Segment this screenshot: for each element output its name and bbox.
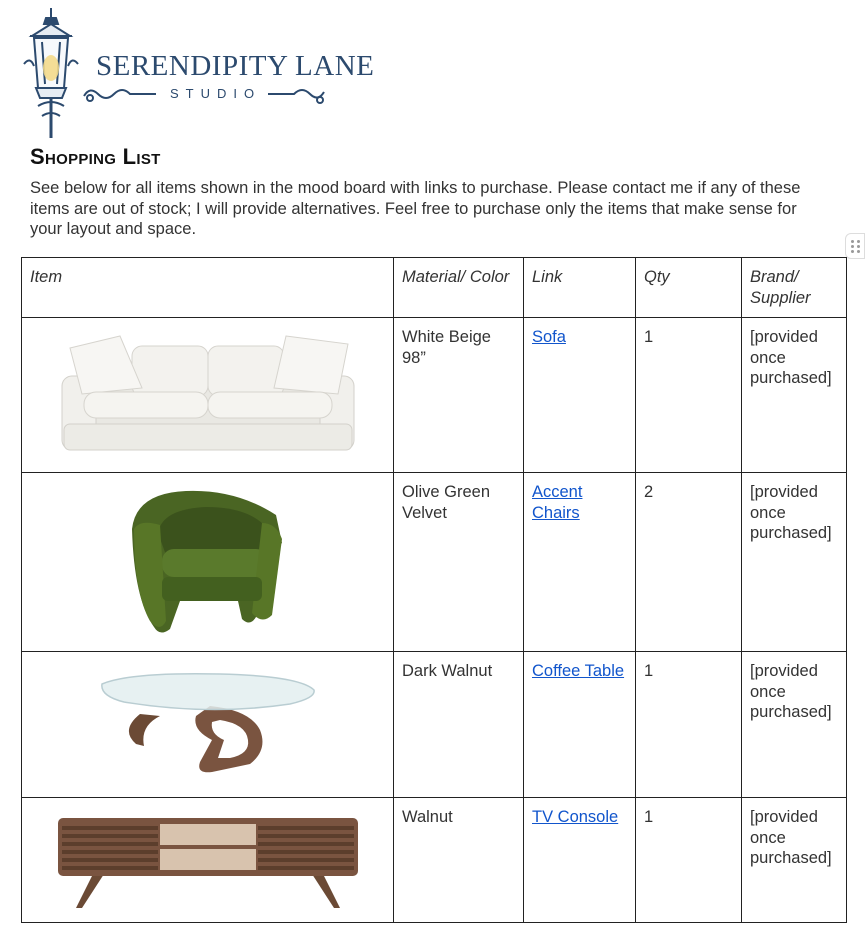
material-cell: Olive Green Velvet <box>394 473 524 652</box>
tv-console-link[interactable]: TV Console <box>532 808 619 826</box>
qty-cell: 1 <box>636 318 742 473</box>
drag-handle-icon[interactable] <box>845 233 865 259</box>
sofa-link[interactable]: Sofa <box>532 328 566 346</box>
table-row <box>22 652 847 798</box>
sofa-image <box>58 332 360 456</box>
tv-console-image <box>56 816 360 912</box>
brand-cell: [provided once purchased] <box>742 652 847 798</box>
coffee-table-image <box>100 670 316 782</box>
qty-cell: 1 <box>636 652 742 798</box>
brand-cell: [provided once purchased] <box>742 318 847 473</box>
accent-chair-image <box>126 489 288 637</box>
flourish-left-icon <box>80 84 158 108</box>
coffee-table-link[interactable]: Coffee Table <box>532 662 625 680</box>
header-brand: Brand/ Supplier <box>742 258 847 318</box>
shopping-table <box>21 257 847 923</box>
studio-logo <box>18 6 375 138</box>
header-qty: Qty <box>636 258 742 318</box>
link-cell <box>524 473 636 652</box>
page-title: Shopping List <box>30 144 161 169</box>
item-cell <box>22 798 394 923</box>
header-material: Material/ Color <box>394 258 524 318</box>
table-header-row <box>22 258 847 318</box>
table-row <box>22 798 847 923</box>
item-cell <box>22 652 394 798</box>
intro-paragraph: See below for all items shown in the mood board with links to purchase. Please contact me if any of these items are out of stock; I will provide alternatives. Feel free to purchase only the items that make sense for your layout and space. <box>30 179 801 238</box>
accent-chairs-link[interactable]: Accent Chairs <box>532 483 583 522</box>
logo-subtitle: STUDIO <box>170 86 262 101</box>
header-link: Link <box>524 258 636 318</box>
logo-name: SERENDIPITY LANE <box>96 50 375 82</box>
item-cell <box>22 473 394 652</box>
header-item: Item <box>22 258 394 318</box>
table-row <box>22 473 847 652</box>
material-cell: Dark Walnut <box>394 652 524 798</box>
qty-cell: 1 <box>636 798 742 923</box>
material-cell: Walnut <box>394 798 524 923</box>
flourish-right-icon <box>266 84 328 108</box>
link-cell <box>524 652 636 798</box>
link-cell <box>524 318 636 473</box>
link-cell <box>524 798 636 923</box>
item-cell <box>22 318 394 473</box>
material-cell: White Beige 98” <box>394 318 524 473</box>
brand-cell: [provided once purchased] <box>742 798 847 923</box>
brand-cell: [provided once purchased] <box>742 473 847 652</box>
qty-cell: 2 <box>636 473 742 652</box>
lantern-icon <box>18 6 88 138</box>
table-row <box>22 318 847 473</box>
